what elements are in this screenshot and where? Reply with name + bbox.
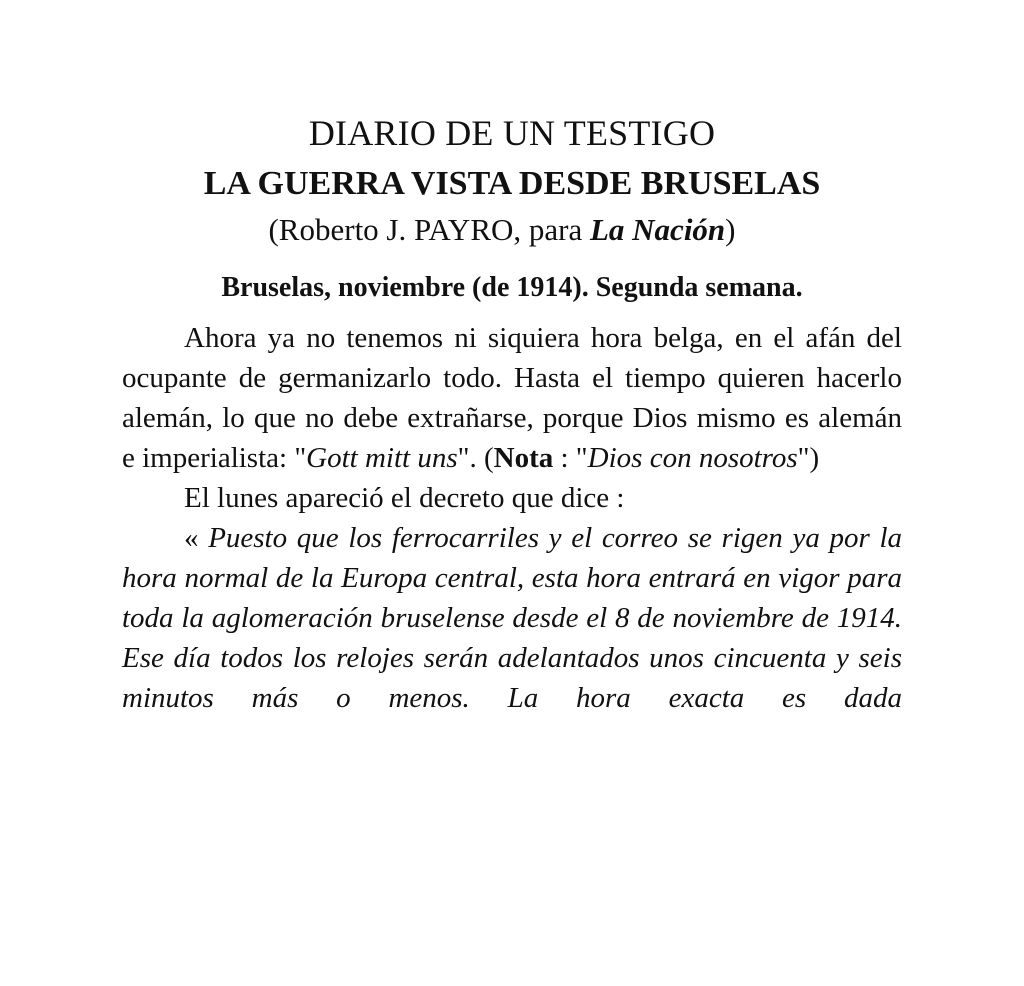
dateline: Bruselas, noviembre (de 1914). Segunda semana. (221, 272, 803, 303)
quote-open-mark: « (184, 522, 209, 554)
note-text: Dios con nosotros (587, 442, 798, 474)
decree-quote (122, 518, 902, 718)
paragraph-1-text: Ahora ya no tenemos ni siquiera hora belga, en el afán del ocupante de germanizarlo todo. Hasta el tiempo quieren hacerlo alemán, lo que no debe extrañarse, porque Dios mismo es alemán e imperialista: " (122, 322, 902, 474)
byline-suffix: ) (725, 212, 736, 247)
note-label: Nota (493, 442, 554, 474)
byline (122, 210, 902, 250)
paragraph-1 (122, 318, 902, 478)
document-title: DIARIO DE UN TESTIGO (308, 113, 716, 153)
byline-prefix: (Roberto J. PAYRO, para (268, 212, 590, 247)
paragraph-2: El lunes apareció el decreto que dice : (184, 482, 625, 514)
document-subtitle: LA GUERRA VISTA DESDE BRUSELAS (203, 165, 821, 202)
quote-text: Puesto que los ferrocarriles y el correo se rigen ya por la hora normal de la Europa central, esta hora entrará en vigor para toda la aglomeración bruselense desde el 8 de noviembre de 1914. Ese día todos los relojes serán adelantados unos cincuenta y seis minutos más o menos. La hora exacta es dada (122, 522, 903, 714)
motto: Gott mitt uns (306, 442, 458, 474)
note-separator: : " (553, 442, 588, 474)
motto-close: ". ( (457, 442, 494, 474)
note-end: ") (797, 442, 820, 474)
byline-publication: La Nación (589, 212, 726, 247)
document-page (122, 108, 902, 718)
